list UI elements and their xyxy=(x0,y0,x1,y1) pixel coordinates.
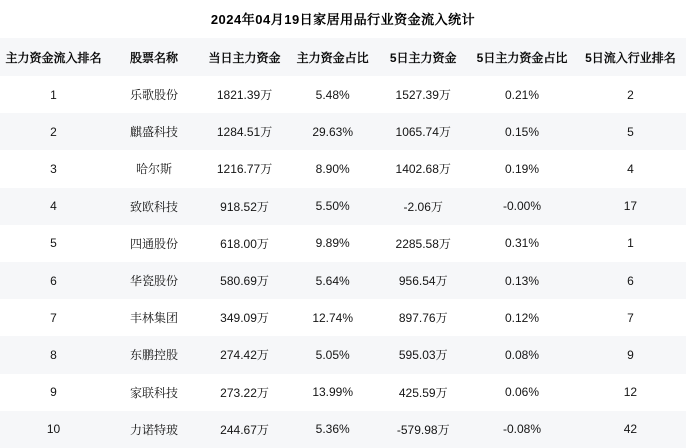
table-row xyxy=(0,299,686,336)
cell-rank: 5 xyxy=(50,236,57,251)
cell-rank: 6 xyxy=(50,273,57,288)
cell-rank: 2 xyxy=(50,124,57,139)
cell-5day-industry-rank: 17 xyxy=(623,199,638,214)
cell-stock-name: 东鹏控股 xyxy=(129,348,178,363)
cell-main-fund-pct: 29.63% xyxy=(312,124,354,139)
cell-5day-main-fund: -2.06万 xyxy=(403,199,443,214)
cell-5day-main-fund: 2285.58万 xyxy=(395,236,451,251)
cell-5day-main-fund: -579.98万 xyxy=(396,422,450,437)
cell-rank: 1 xyxy=(50,87,57,102)
col-header-5day-main-fund-pct: 5日主力资金占比 xyxy=(476,50,568,65)
cell-5day-main-fund: 1065.74万 xyxy=(395,125,451,140)
table-row xyxy=(0,76,686,113)
cell-main-fund-pct: 5.50% xyxy=(315,199,350,214)
cell-main-fund-pct: 12.74% xyxy=(312,310,354,325)
cell-rank: 3 xyxy=(50,161,57,176)
cell-stock-name: 丰林集团 xyxy=(129,311,178,326)
cell-5day-industry-rank: 1 xyxy=(627,236,634,251)
cell-today-main-fund: 349.09万 xyxy=(220,311,269,326)
cell-5day-main-fund: 956.54万 xyxy=(398,274,448,289)
cell-5day-main-fund: 1402.68万 xyxy=(395,162,451,177)
cell-5day-main-fund-pct: 0.15% xyxy=(504,124,540,139)
cell-5day-industry-rank: 2 xyxy=(627,87,634,102)
table-row xyxy=(0,374,686,411)
cell-5day-main-fund-pct: 0.19% xyxy=(504,161,540,176)
cell-stock-name: 力诺特玻 xyxy=(129,422,178,437)
col-header-today-main-fund: 当日主力资金 xyxy=(208,50,281,65)
cell-today-main-fund: 918.52万 xyxy=(220,199,269,214)
cell-today-main-fund: 1821.39万 xyxy=(216,88,273,103)
cell-rank: 9 xyxy=(50,385,57,400)
table-row xyxy=(0,188,686,225)
cell-main-fund-pct: 13.99% xyxy=(312,385,354,400)
cell-5day-main-fund-pct: 0.13% xyxy=(504,273,540,288)
cell-5day-industry-rank: 9 xyxy=(627,347,634,362)
cell-rank: 4 xyxy=(50,199,57,214)
table-row xyxy=(0,262,686,299)
cell-stock-name: 华瓷股份 xyxy=(129,274,178,289)
table-row xyxy=(0,113,686,150)
cell-5day-main-fund-pct: -0.00% xyxy=(502,199,542,214)
cell-main-fund-pct: 9.89% xyxy=(315,236,350,251)
cell-main-fund-pct: 5.05% xyxy=(315,347,350,362)
cell-today-main-fund: 580.69万 xyxy=(220,274,269,289)
cell-5day-main-fund: 897.76万 xyxy=(398,311,448,326)
cell-rank: 7 xyxy=(50,310,57,325)
col-header-5day-main-fund: 5日主力资金 xyxy=(389,50,457,65)
cell-rank: 8 xyxy=(50,347,57,362)
cell-5day-main-fund: 595.03万 xyxy=(398,348,448,363)
cell-main-fund-pct: 5.64% xyxy=(315,273,350,288)
cell-5day-industry-rank: 4 xyxy=(627,161,634,176)
table-row xyxy=(0,411,686,448)
cell-5day-industry-rank: 12 xyxy=(623,385,638,400)
cell-main-fund-pct: 5.48% xyxy=(315,87,350,102)
cell-stock-name: 四通股份 xyxy=(129,236,178,251)
cell-5day-main-fund-pct: -0.08% xyxy=(502,422,542,437)
fund-flow-table xyxy=(0,38,686,448)
cell-5day-main-fund-pct: 0.12% xyxy=(504,310,540,325)
cell-today-main-fund: 1284.51万 xyxy=(216,125,273,140)
page-title: 2024年04月19日家居用品行业资金流入统计 xyxy=(210,12,476,27)
cell-stock-name: 哈尔斯 xyxy=(135,162,172,177)
table-row xyxy=(0,336,686,373)
cell-5day-industry-rank: 7 xyxy=(627,310,634,325)
table-row xyxy=(0,225,686,262)
col-header-stock-name: 股票名称 xyxy=(129,50,178,65)
cell-stock-name: 家联科技 xyxy=(129,385,178,400)
cell-today-main-fund: 618.00万 xyxy=(220,236,269,251)
cell-today-main-fund: 1216.77万 xyxy=(216,162,273,177)
col-header-5day-industry-rank: 5日流入行业排名 xyxy=(585,50,676,65)
cell-rank: 10 xyxy=(46,422,61,437)
col-header-main-inflow-rank: 主力资金流入排名 xyxy=(5,50,102,65)
cell-5day-main-fund-pct: 0.06% xyxy=(504,385,540,400)
cell-5day-main-fund-pct: 0.08% xyxy=(504,347,540,362)
cell-main-fund-pct: 8.90% xyxy=(315,161,350,176)
cell-main-fund-pct: 5.36% xyxy=(315,422,350,437)
cell-5day-industry-rank: 5 xyxy=(627,124,634,139)
cell-5day-industry-rank: 42 xyxy=(623,422,638,437)
table-row xyxy=(0,150,686,187)
cell-today-main-fund: 274.42万 xyxy=(220,348,269,363)
cell-5day-main-fund: 425.59万 xyxy=(398,385,448,400)
cell-5day-main-fund: 1527.39万 xyxy=(395,88,451,103)
cell-today-main-fund: 244.67万 xyxy=(220,422,269,437)
cell-5day-main-fund-pct: 0.31% xyxy=(504,236,540,251)
cell-stock-name: 致欧科技 xyxy=(129,199,178,214)
cell-today-main-fund: 273.22万 xyxy=(220,385,269,400)
cell-5day-main-fund-pct: 0.21% xyxy=(504,87,540,102)
col-header-main-fund-pct: 主力资金占比 xyxy=(296,50,369,65)
cell-stock-name: 麒盛科技 xyxy=(129,125,178,140)
table-header-row xyxy=(0,38,686,76)
cell-5day-industry-rank: 6 xyxy=(627,273,634,288)
cell-stock-name: 乐歌股份 xyxy=(129,88,178,103)
